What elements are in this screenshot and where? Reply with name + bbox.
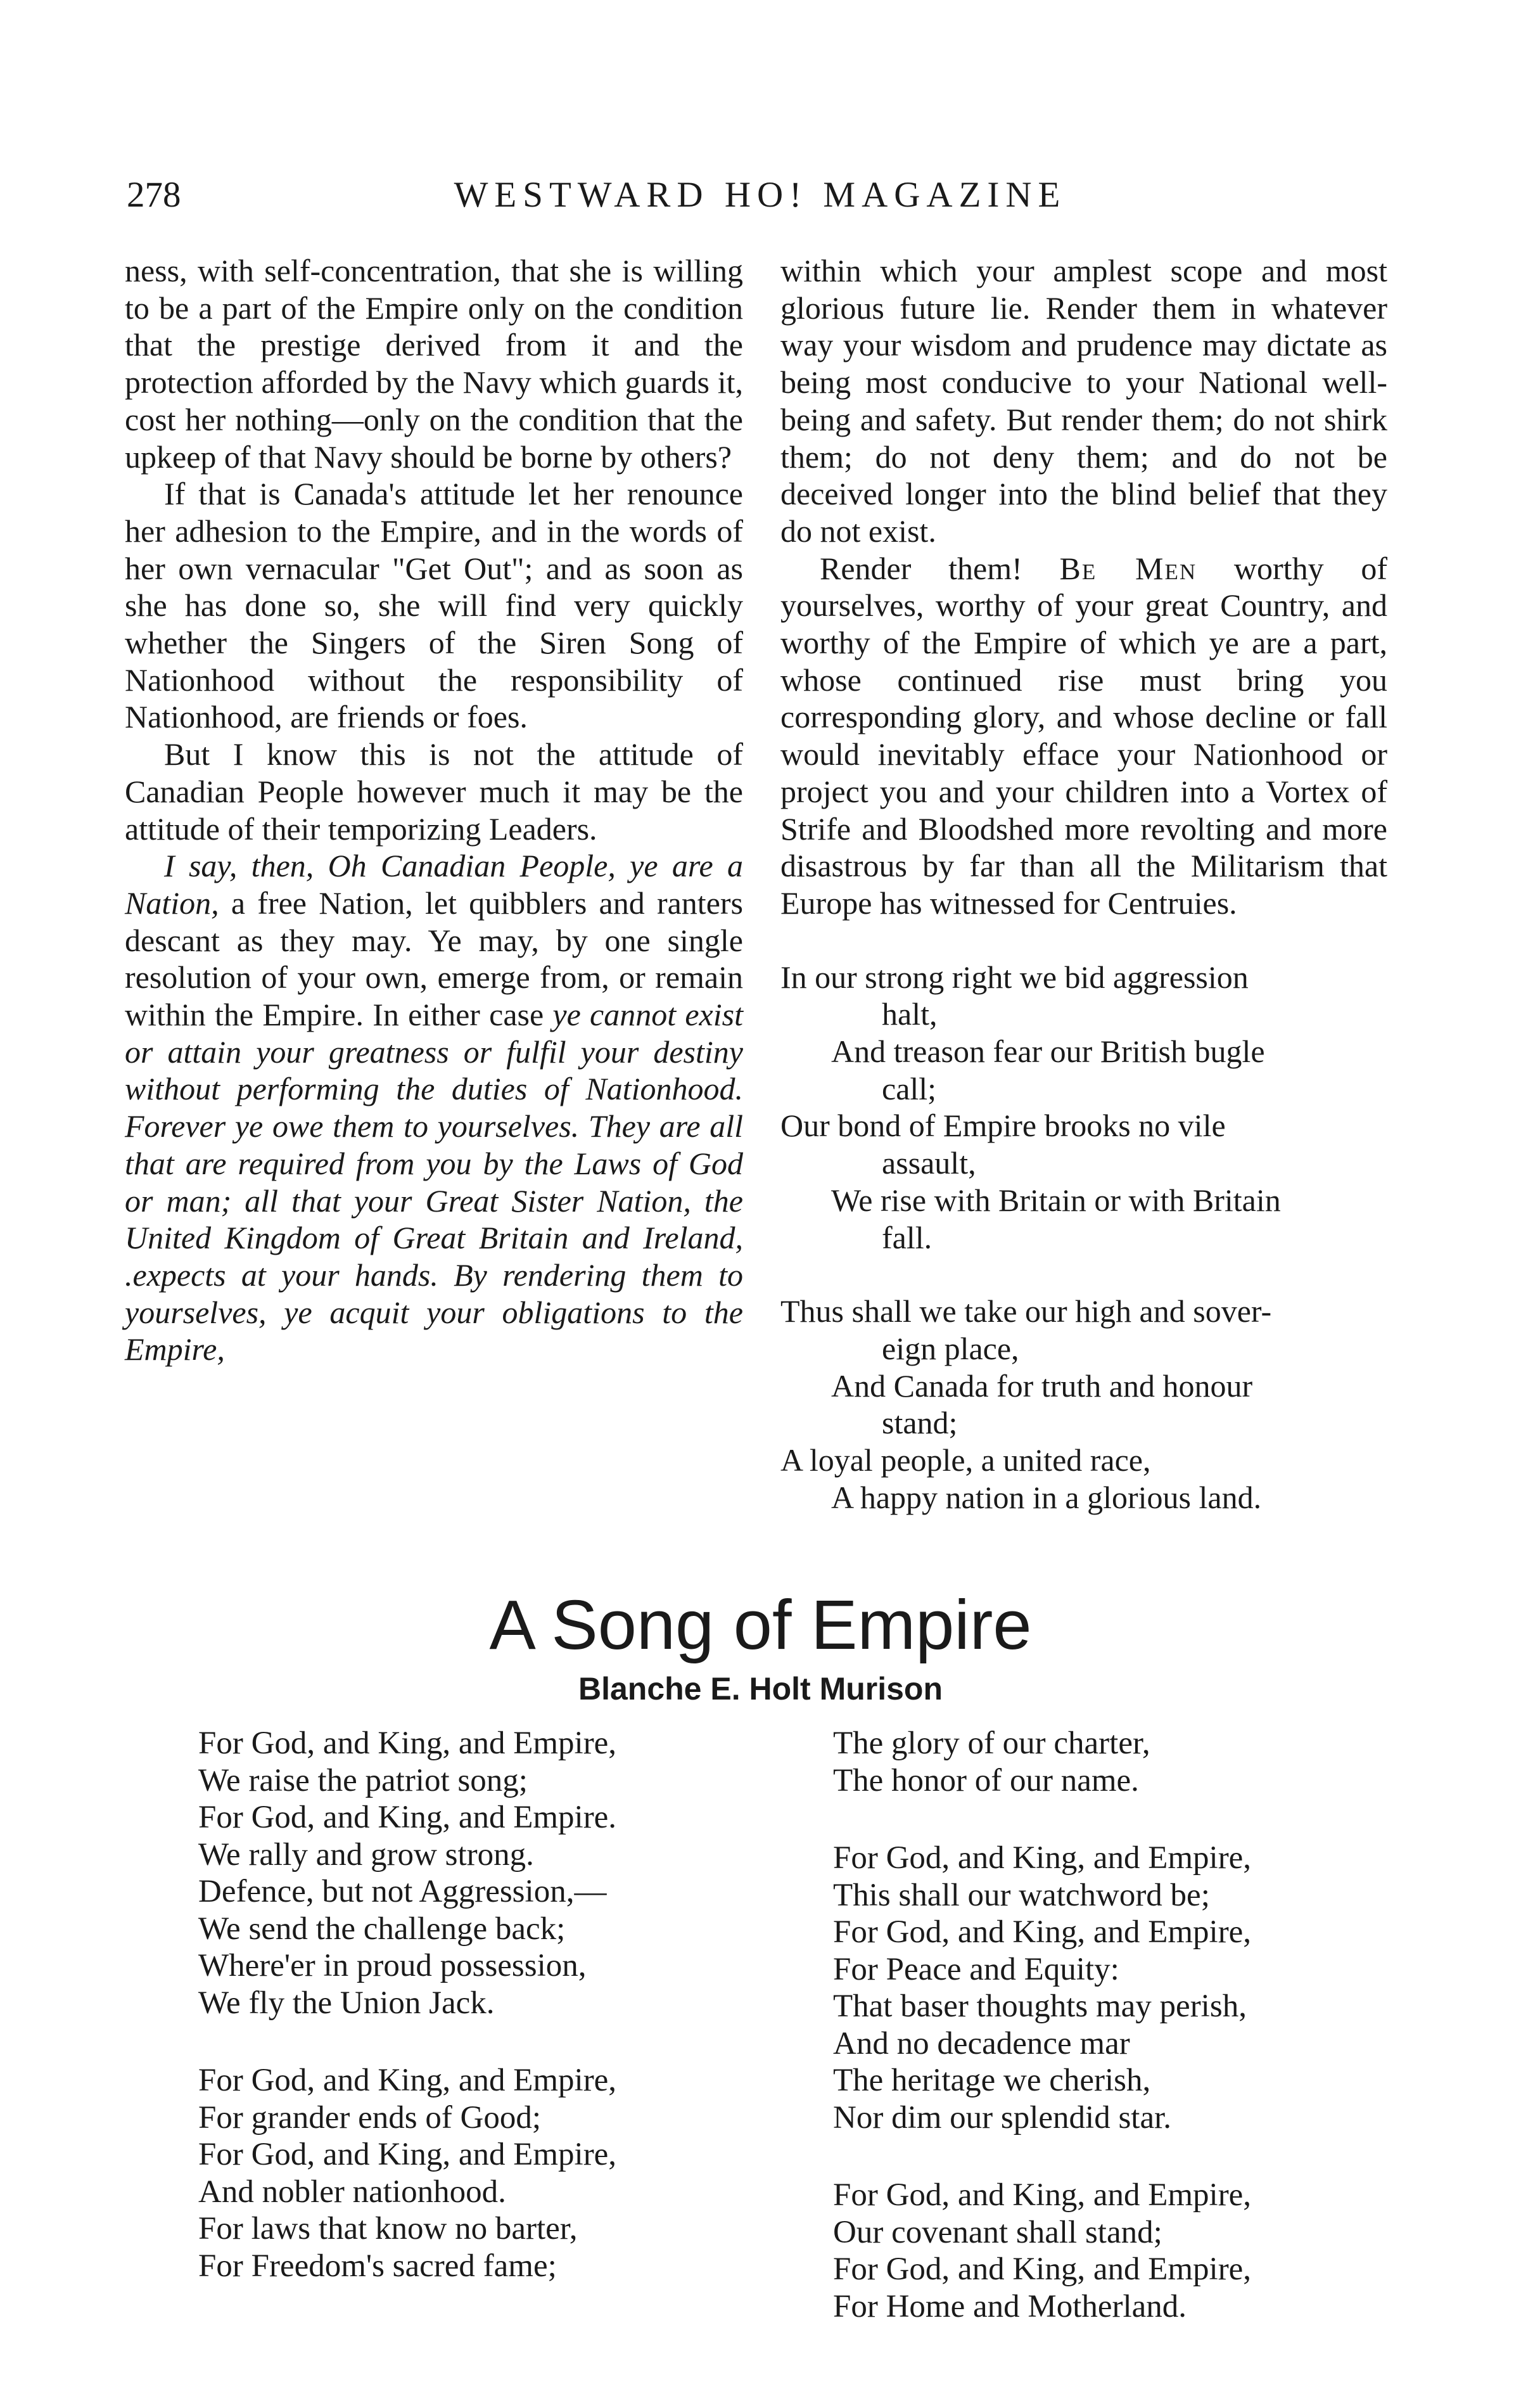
stanza-gap [198,2021,768,2062]
verse-line: call; [882,1070,937,1106]
poem-line: We send the challenge back; [198,1911,566,1947]
poem-right-column [833,1725,1403,2325]
paragraph [125,847,743,1368]
verse-line: stand; [882,1405,958,1441]
poem-line: We fly the Union Jack. [198,1985,495,2021]
right-column [780,252,1387,1516]
paragraph: But I know this is not the attitude of Canadian People however much it may be the attitude of their temporizing Leaders. [125,736,743,847]
verse-line: halt, [882,996,938,1032]
verse-line: A happy nation in a glorious land. [831,1479,1262,1515]
roman-text: Render them! [820,550,1060,586]
poem-stanza [833,1725,1403,1799]
poem-stanza [198,2062,768,2284]
verse-line: eign place, [882,1330,1019,1366]
poem-stanza [198,1725,768,2021]
poem-line: For God, and King, and Empire, [833,1914,1252,1950]
poem-line: And nobler nationhood. [198,2174,506,2210]
verse-line: assault, [882,1145,976,1181]
verse-line: Our bond of Empire brooks no vile [780,1108,1226,1144]
small-caps-text: Be Men [1059,550,1197,586]
poem-line: For laws that know no barter, [198,2211,578,2246]
poem-line: Defence, but not Aggression,— [198,1874,607,1909]
verse-line: We rise with Britain or with Britain [831,1182,1281,1218]
paragraph: ness, with self-concentration, that she is willing to be a part of the Empire only on the condition that the prestige derived from it and the protection afforded by the Navy which guards it, cost her nothing—only on the condition that the upkeep of that Navy should be borne by others? [125,253,743,475]
poem-stanza [833,1840,1403,2136]
poem-left-column [198,1725,768,2284]
poem-line: For God, and King, and Empire, [833,2177,1252,2213]
poem-line: Where'er in proud possession, [198,1948,587,1983]
paragraph [780,550,1387,922]
page-header [127,170,1394,221]
italic-text: I say, then, Oh Canadian People, ye are a Nation, [125,848,743,921]
verse-line: A loyal people, a united race, [780,1442,1151,1478]
stanza-gap [780,1256,1387,1293]
poem-stanza [833,2177,1403,2325]
stanza-gap [833,2136,1403,2177]
poem-line: Our covenant shall stand; [833,2214,1162,2250]
running-title: WESTWARD HO! MAGAZINE [454,175,1067,215]
poem-line: For God, and King, and Empire, [198,1726,617,1761]
poem-title: A Song of Empire [489,1586,1032,1664]
stanza-gap [780,922,1387,959]
verse-stanza [780,959,1387,1257]
verse-line: Thus shall we take our high and sover- [780,1293,1272,1329]
paragraph: within which your amplest scope and most glorious future lie. Render them in whatever way your wisdom and prudence may dictate as being most conducive to your National well-being and safety. But render them; do not shirk them; do not deny them; and do not be deceived longer into the blind belief that they do not exist. [780,253,1387,549]
verse-line: And treason fear our British bugle [831,1034,1265,1070]
poem-line: For Freedom's sacred fame; [198,2248,557,2284]
roman-text: worthy of yourselves, worthy of your great Country, and worthy of the Empire of which ye are a part, whose continued rise must bring you corresponding glory, and whose decline or fall would inevitably efface your Nationhood or project you and your children into a Vortex of Strife and Bloodshed more revolting and more disastrous by far than all the Militarism that Europe has witnessed for Centruies. [780,550,1387,921]
poem-line: For God, and King, and Empire, [198,2063,617,2098]
poem-line: That baser thoughts may perish, [833,1989,1247,2024]
poem-line: For Peace and Equity: [833,1951,1119,1987]
poem-line: The glory of our charter, [833,1726,1150,1761]
poem-line: For God, and King, and Empire, [198,2137,617,2172]
poem-line: The heritage we cherish, [833,2063,1151,2098]
poem-line: For Home and Motherland. [833,2288,1187,2324]
verse-line: In our strong right we bid aggression [780,959,1249,995]
stanza-gap [833,1799,1403,1840]
left-column [125,252,743,1368]
poem-line: For God, and King, and Empire. [198,1800,617,1835]
poem-line: We raise the patriot song; [198,1762,528,1798]
page-number: 278 [127,175,181,215]
italic-text: ye cannot exist or attain your greatness or fulfil your destiny without performing the duties of Nationhood. Forever ye owe them to yourselves. They are all that are required from you by the Laws of God or man; all that your Great Sister Nation, the United Kingdom of Great Britain and Ireland, .expects at your hands. By rendering them to yourselves, ye acquit your obligations to the Empire, [125,997,743,1367]
roman-text: a free Nation, let quibblers and ranters descant as they may. Ye may, by one single resolution of your own, emerge from, or remain within the Empire. In either case [125,885,743,1033]
poem-line: This shall our watchword be; [833,1877,1210,1913]
verse-line: And Canada for truth and honour [831,1367,1253,1404]
paragraph: If that is Canada's attitude let her renounce her adhesion to the Empire, and in the words of her own vernacular "Get Out"; and as soon as she has done so, she will find very quickly whether the Singers of the Siren Song of Nationhood without the responsibility of Nationhood, are friends or foes. [125,476,743,735]
verse-line: fall. [882,1219,932,1255]
poem-author: Blanche E. Holt Murison [578,1671,943,1707]
poem-line: The honor of our name. [833,1762,1139,1798]
poem-line: For grander ends of Good; [198,2099,542,2136]
poem-line: For God, and King, and Empire, [833,1840,1252,1876]
poem-line: And no decadence mar [833,2025,1130,2061]
poem-line: We rally and grow strong. [198,1836,534,1873]
verse-stanza [780,1293,1387,1516]
poem-line: For God, and King, and Empire, [833,2251,1252,2287]
poem-line: Nor dim our splendid star. [833,2099,1172,2136]
